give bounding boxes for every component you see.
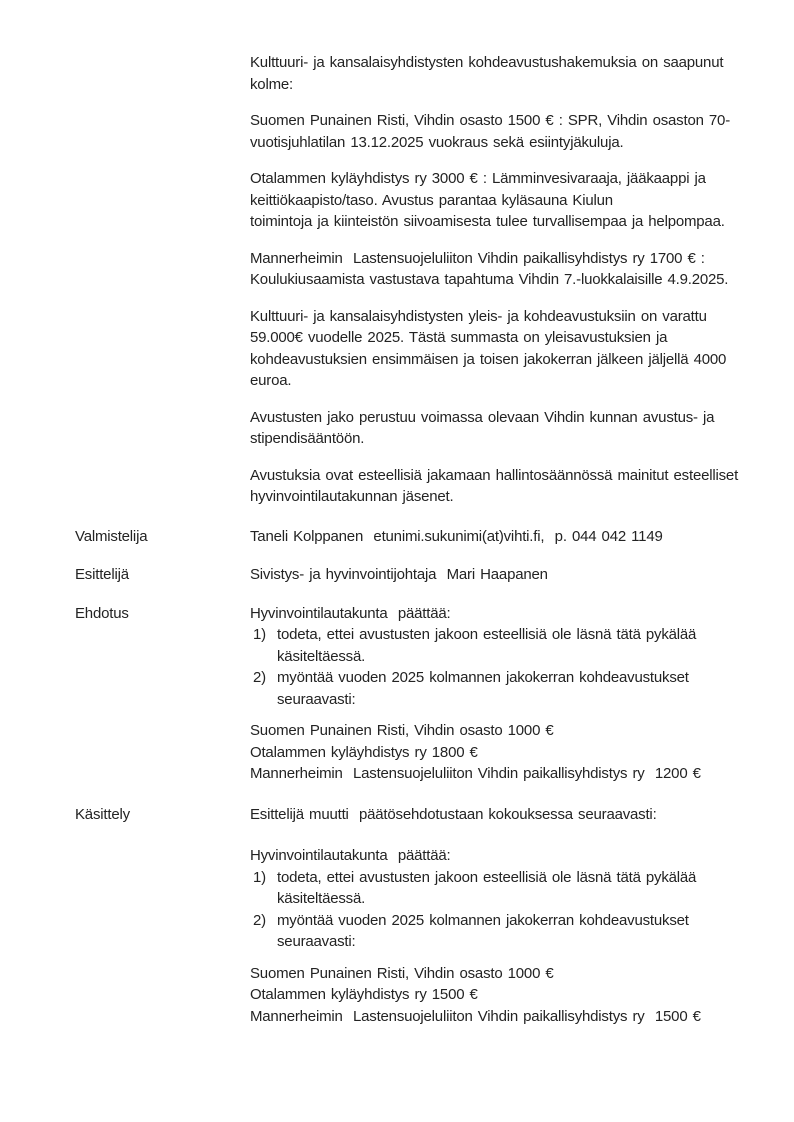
text-line: todeta, ettei avustusten jakoon esteellisiä ole läsnä tätä pykälää [277,868,697,886]
kasittely-decision-block [250,845,754,1027]
text-line: seuraavasti: [277,690,356,708]
kasittely-item-1 [250,867,754,910]
text-line: käsiteltäessä. [277,890,366,907]
list-number: 1) [253,626,266,643]
ehdotus-grants [250,720,754,785]
paragraph-avustussaanto [250,407,754,450]
grant-line-mll: Mannerheimin Lastensuojeluliiton Vihdin paikallisyhdistys ry 1200 € [250,765,701,782]
text-line: hyvinvointilautakunnan jäsenet. [250,488,454,505]
paragraph-spr-hakemus [250,110,754,153]
kasittely-item-2 [250,910,754,953]
text-line: Suomen Punainen Risti, Vihdin osasto 1500 € : SPR, Vihdin osaston 70- [250,112,730,129]
valmistelija-label: Valmistelija [75,527,148,545]
kasittely-intro: Esittelijä muutti päätösehdotustaan kokouksessa seuraavasti: [250,805,657,823]
text-line: myöntää vuoden 2025 kolmannen jakokerran kohdeavustukset [277,911,689,929]
list-number: 2) [253,911,266,929]
kasittely-content [250,804,754,1028]
text-line: Kulttuuri- ja kansalaisyhdistysten kohdeavustushakemuksia on saapunut [250,54,724,71]
text-line: kohdeavustuksien ensimmäisen ja toisen jakokerran jälkeen jäljellä 4000 [250,350,727,368]
list-item-text [277,910,689,953]
paragraph-esteellisyys [250,465,754,508]
field-valmistelija [75,526,754,548]
text-line: euroa. [250,372,292,389]
grant-line-spr: Suomen Punainen Risti, Vihdin osasto 1000 € [250,964,554,982]
list-number: 2) [253,669,266,686]
ehdotus-item-2 [250,667,754,710]
list-item-text [277,624,696,667]
text-line: stipendisääntöön. [250,430,365,447]
text-line: Avustusten jako perustuu voimassa olevaan Vihdin kunnan avustus- ja [250,408,715,426]
kasittely-heading: Hyvinvointilautakunta päättää: [250,847,451,864]
list-item-text [277,867,696,910]
text-line: käsiteltäessä. [277,647,366,665]
field-ehdotus [75,603,754,785]
text-line: kolme: [250,75,293,93]
paragraph-hakemukset-saapunut [250,52,754,95]
esittelija-label: Esittelijä [75,566,129,583]
text-line: todeta, ettei avustusten jakoon esteellisiä ole läsnä tätä pykälää [277,626,697,643]
intro-section [75,52,754,508]
text-line: Otalammen kyläyhdistys ry 3000 € : Lämminvesivaraaja, jääkaappi ja [250,170,706,187]
paragraph-otalampi-hakemus [250,168,754,233]
list-item-text [277,667,689,710]
text-line: 59.000€ vuodelle 2025. Tästä summasta on yleisavustuksien ja [250,329,668,346]
kasittely-grants [250,963,754,1028]
ehdotus-heading: Hyvinvointilautakunta päättää: [250,604,451,622]
list-number: 1) [253,868,266,886]
grant-line-mll: Mannerheimin Lastensuojeluliiton Vihdin paikallisyhdistys ry 1500 € [250,1007,701,1025]
paragraph-mll-hakemus [250,248,754,291]
ehdotus-item-1 [250,624,754,667]
field-esittelija [75,564,754,586]
text-line: vuotisjuhlatilan 13.12.2025 vuokraus sekä esiintyjäkuluja. [250,133,624,151]
ehdotus-label: Ehdotus [75,604,129,622]
text-line: seuraavasti: [277,933,356,950]
kasittely-label: Käsittely [75,805,130,823]
text-line: keittiökaapisto/taso. Avustus parantaa kyläsauna Kiulun [250,191,613,209]
field-kasittely [75,804,754,1028]
paragraph-maararaha [250,306,754,392]
ehdotus-content [250,603,754,785]
text-line: Avustuksia ovat esteellisiä jakamaan hallintosäännössä mainitut esteelliset [250,466,739,484]
text-line: Kulttuuri- ja kansalaisyhdistysten yleis- ja kohdeavustuksiin on varattu [250,307,707,325]
text-line: Koulukiusaamista vastustava tapahtuma Vihdin 7.-luokkalaisille 4.9.2025. [250,271,729,288]
text-line: Mannerheimin Lastensuojeluliiton Vihdin paikallisyhdistys ry 1700 € : [250,249,705,267]
valmistelija-value: Taneli Kolppanen etunimi.sukunimi(at)vihti.fi, p. 044 042 1149 [250,527,663,545]
grant-line-otalampi: Otalammen kyläyhdistys ry 1800 € [250,743,478,761]
text-line: toimintoja ja kiinteistön siivoamisesta tulee turvallisempaa ja helpompaa. [250,213,725,230]
grant-line-spr: Suomen Punainen Risti, Vihdin osasto 1000 € [250,722,554,739]
esittelija-value: Sivistys- ja hyvinvointijohtaja Mari Haapanen [250,566,548,583]
grant-line-otalampi: Otalammen kyläyhdistys ry 1500 € [250,986,478,1003]
text-line: myöntää vuoden 2025 kolmannen jakokerran kohdeavustukset [277,669,689,686]
